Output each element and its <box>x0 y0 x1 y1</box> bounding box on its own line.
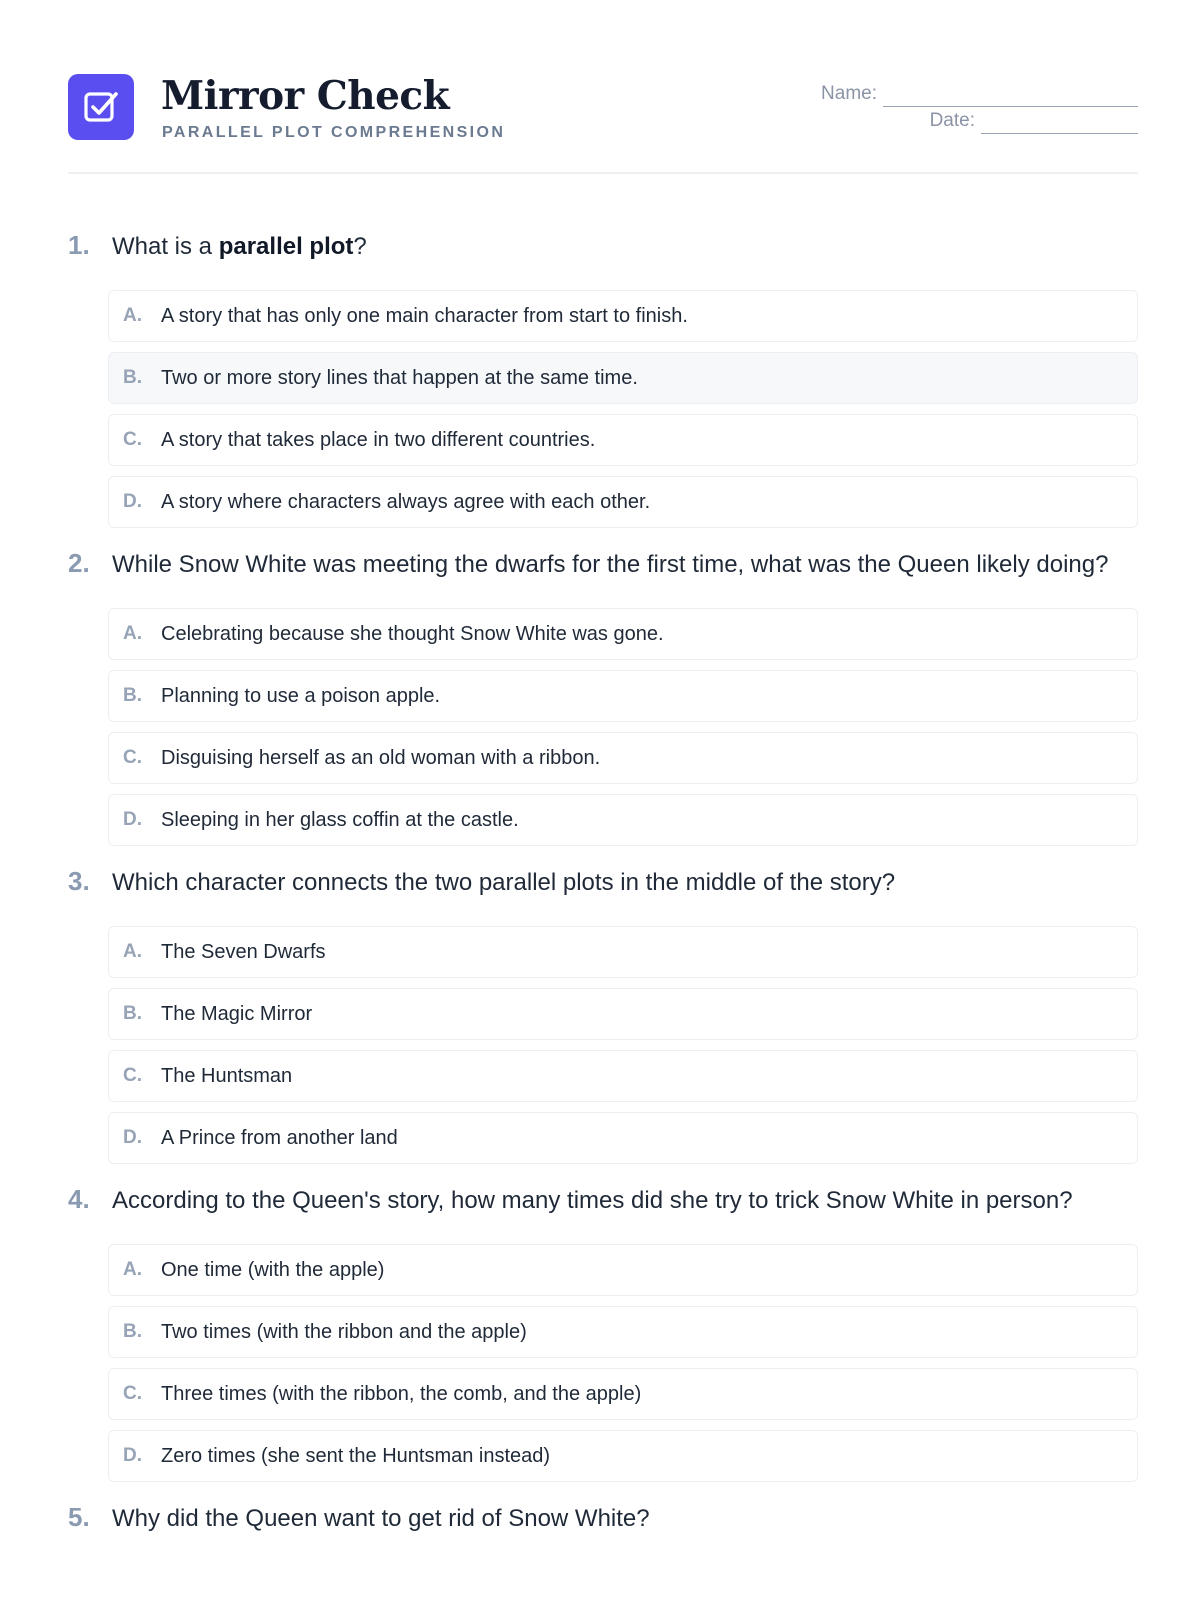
answer-option-b[interactable] <box>108 988 1138 1040</box>
key-term: parallel plot <box>218 233 354 260</box>
name-label: Name: <box>821 83 877 104</box>
answer-option-d[interactable] <box>108 476 1138 528</box>
answer-option-c[interactable] <box>108 1368 1138 1420</box>
answer-option-d[interactable] <box>108 1430 1138 1482</box>
question-text: According to the Queen's story, how many times did she try to trick Snow White in person? <box>112 1187 1073 1214</box>
worksheet-header <box>68 72 1138 174</box>
answer-option-d[interactable] <box>108 794 1138 846</box>
option-letter: C. <box>123 429 142 450</box>
question-4 <box>68 1184 1138 1482</box>
question-text-end: ? <box>353 233 367 260</box>
page-subtitle: PARALLEL PLOT COMPREHENSION <box>162 124 506 141</box>
option-letter: A. <box>123 305 142 326</box>
answer-option-a[interactable] <box>108 1244 1138 1296</box>
option-letter: B. <box>123 367 142 388</box>
question-number: 3. <box>68 866 90 896</box>
option-letter: C. <box>123 1065 142 1086</box>
option-text: Zero times (she sent the Huntsman instead) <box>161 1444 551 1467</box>
option-text: Planning to use a poison apple. <box>161 684 441 707</box>
option-letter: B. <box>123 1321 142 1342</box>
answer-option-b[interactable] <box>108 352 1138 404</box>
answer-option-c[interactable] <box>108 732 1138 784</box>
logo <box>68 74 134 140</box>
question-2 <box>68 548 1138 846</box>
name-field[interactable] <box>883 88 1138 107</box>
question-header <box>68 230 1138 270</box>
answer-option-b[interactable] <box>108 670 1138 722</box>
question-list <box>68 230 1138 1542</box>
question-header <box>68 1502 1138 1542</box>
option-letter: A. <box>123 623 142 644</box>
name-row <box>821 80 1138 107</box>
date-label: Date: <box>929 110 975 131</box>
question-3 <box>68 866 1138 1164</box>
question-number: 1. <box>68 230 90 260</box>
option-letter: A. <box>123 941 142 962</box>
worksheet-page <box>68 72 1138 1562</box>
option-text: Celebrating because she thought Snow White was gone. <box>161 622 664 645</box>
option-text: Sleeping in her glass coffin at the castle. <box>161 808 519 831</box>
option-letter: B. <box>123 685 142 706</box>
question-number: 5. <box>68 1502 90 1532</box>
answer-option-c[interactable] <box>108 1050 1138 1102</box>
option-text: The Seven Dwarfs <box>161 940 326 963</box>
option-text: The Huntsman <box>161 1064 293 1087</box>
question-header <box>68 1184 1138 1224</box>
question-header <box>68 548 1138 588</box>
question-text: Why did the Queen want to get rid of Snow White? <box>112 1505 650 1532</box>
option-letter: A. <box>123 1259 142 1280</box>
option-text: Disguising herself as an old woman with a ribbon. <box>161 746 601 769</box>
answer-option-d[interactable] <box>108 1112 1138 1164</box>
option-text: A story that takes place in two different countries. <box>161 428 596 451</box>
question-header <box>68 866 1138 906</box>
date-row <box>821 107 1138 134</box>
question-number: 4. <box>68 1184 90 1214</box>
answer-options <box>108 926 1138 1164</box>
answer-options <box>108 1244 1138 1482</box>
question-text: Which character connects the two parallel plots in the middle of the story? <box>112 869 896 896</box>
student-info <box>821 80 1138 134</box>
option-text: A story where characters always agree with each other. <box>161 490 651 513</box>
option-text: Two times (with the ribbon and the apple) <box>161 1320 527 1343</box>
option-text: Three times (with the ribbon, the comb, and the apple) <box>161 1382 642 1405</box>
option-text: A Prince from another land <box>161 1126 398 1149</box>
option-letter: C. <box>123 1383 142 1404</box>
option-text: A story that has only one main character from start to finish. <box>161 304 688 327</box>
option-text: Two or more story lines that happen at the same time. <box>161 366 638 389</box>
answer-options <box>108 608 1138 846</box>
option-letter: C. <box>123 747 142 768</box>
option-letter: D. <box>123 809 142 830</box>
checkbox-icon <box>83 89 119 125</box>
option-letter: B. <box>123 1003 142 1024</box>
question-5 <box>68 1502 1138 1542</box>
question-text-start: What is a <box>112 233 219 260</box>
question-text: While Snow White was meeting the dwarfs for the first time, what was the Queen likely doing? <box>112 551 1109 578</box>
answer-options <box>108 290 1138 528</box>
answer-option-a[interactable] <box>108 290 1138 342</box>
option-letter: D. <box>123 1127 142 1148</box>
option-text: The Magic Mirror <box>161 1002 313 1025</box>
date-field[interactable] <box>981 115 1138 134</box>
question-text <box>112 233 367 261</box>
answer-option-c[interactable] <box>108 414 1138 466</box>
option-letter: D. <box>123 491 142 512</box>
answer-option-a[interactable] <box>108 926 1138 978</box>
question-number: 2. <box>68 548 90 578</box>
question-1 <box>68 230 1138 528</box>
answer-option-a[interactable] <box>108 608 1138 660</box>
option-text: One time (with the apple) <box>161 1258 385 1281</box>
page-title: Mirror Check <box>161 73 450 119</box>
answer-option-b[interactable] <box>108 1306 1138 1358</box>
option-letter: D. <box>123 1445 142 1466</box>
